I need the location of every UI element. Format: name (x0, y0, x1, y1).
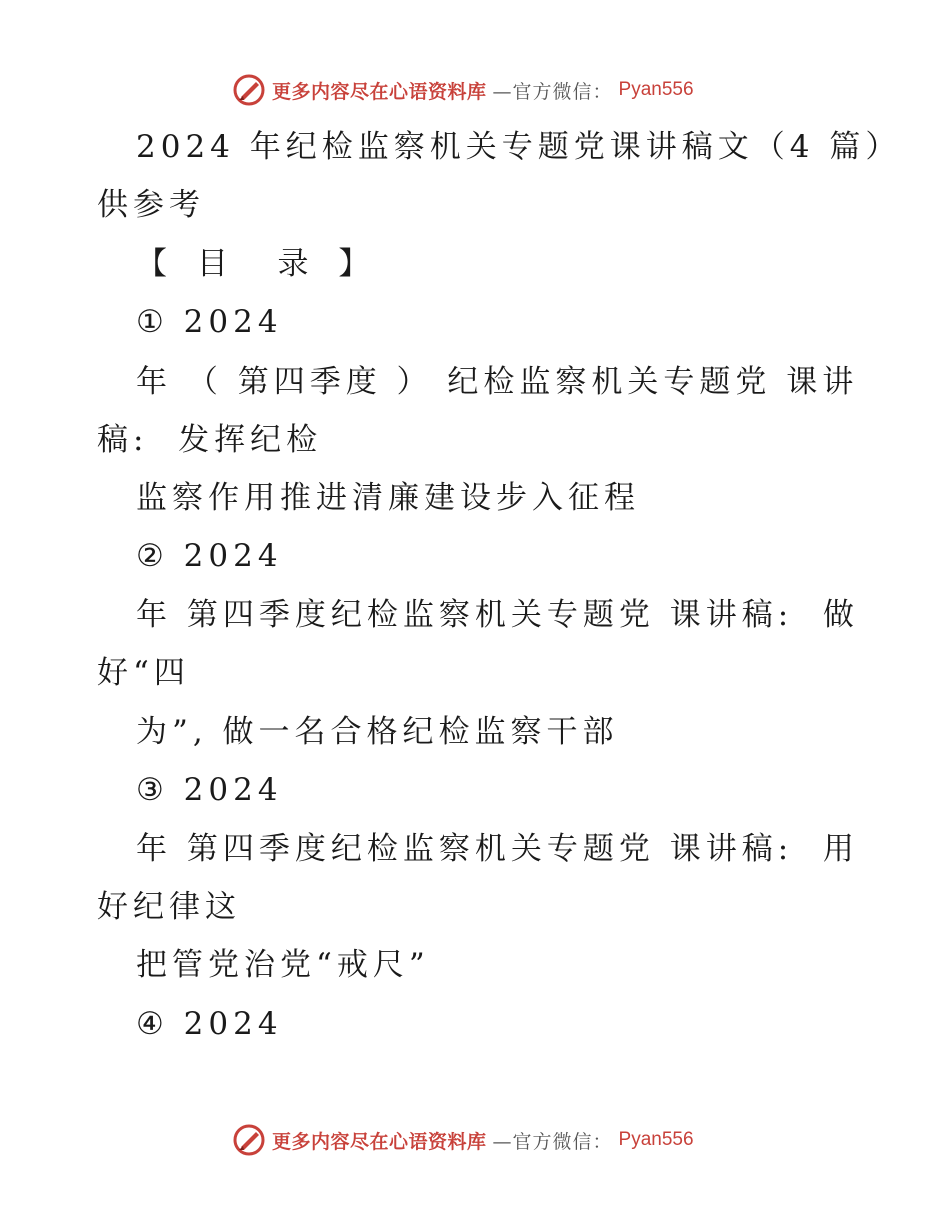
toc-item-1-line-1: 年 （ 第四季度 ） 纪检监察机关专题党 课讲 (136, 364, 859, 400)
watermark-account: Pyan556 (618, 1129, 694, 1150)
toc-item-2-number: ② 2024 (136, 538, 283, 574)
toc-heading: 【 目 录 】 (136, 246, 380, 282)
watermark-brand-text: 更多内容尽在心语资料库 (272, 1130, 487, 1153)
toc-item-3-number: ③ 2024 (136, 772, 283, 808)
toc-item-3-line-1: 年 第四季度纪检监察机关专题党 课讲稿: 用 (136, 831, 859, 867)
toc-item-1-line-3: 监察作用推进清廉建设步入征程 (136, 480, 640, 516)
toc-item-2-line-2: 好“四 (97, 655, 190, 691)
document-title-line-2: 供参考 (97, 187, 205, 223)
toc-item-4-number: ④ 2024 (136, 1006, 283, 1042)
toc-item-2-line-1: 年 第四季度纪检监察机关专题党 课讲稿: 做 (136, 597, 859, 633)
watermark-brand-text: 更多内容尽在心语资料库 (272, 80, 487, 103)
brush-logo-icon (232, 73, 266, 107)
footer-watermark (232, 1120, 694, 1160)
toc-item-3-line-3: 把管党治党“戒尺” (136, 947, 430, 983)
watermark-account: Pyan556 (618, 79, 694, 100)
header-watermark (232, 70, 694, 110)
toc-item-1-number: ① 2024 (136, 304, 283, 340)
brush-logo-icon (232, 1123, 266, 1157)
document-title-line-1: 2024 年纪检监察机关专题党课讲稿文（4 篇） (136, 129, 902, 165)
watermark-official-text: —官方微信： (492, 80, 613, 103)
watermark-official-text: —官方微信： (492, 1130, 613, 1153)
toc-item-1-line-2: 稿: 发挥纪检 (97, 422, 323, 458)
toc-item-3-line-2: 好纪律这 (97, 889, 241, 925)
toc-item-2-line-3: 为”, 做一名合格纪检监察干部 (136, 714, 619, 750)
